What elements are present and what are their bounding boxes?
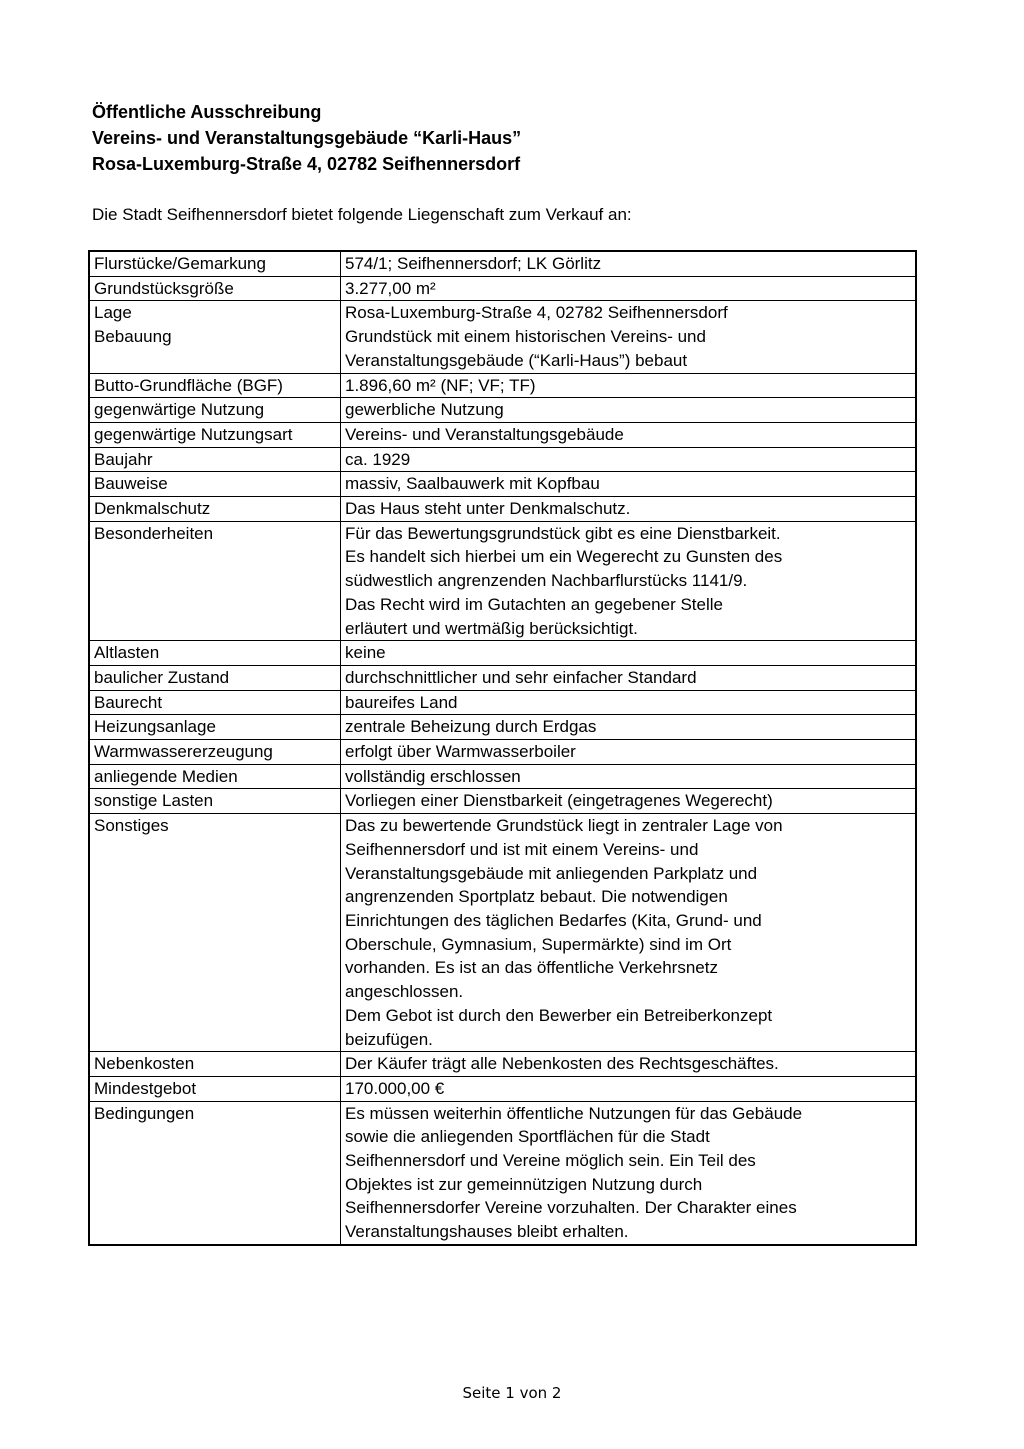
row-value: keine	[345, 643, 386, 663]
title-line: Vereins- und Veranstaltungsgebäude “Karli-Haus”	[92, 128, 522, 148]
row-value: 170.000,00 €	[345, 1078, 445, 1098]
row-value-cell	[341, 422, 917, 447]
table-row	[89, 276, 916, 301]
row-label: Sonstiges	[94, 816, 169, 836]
row-value: gewerbliche Nutzung	[345, 400, 504, 420]
row-label-cell	[89, 715, 341, 740]
row-label-cell	[89, 422, 341, 447]
row-label-cell	[89, 1052, 341, 1077]
table-row	[89, 641, 916, 666]
row-value: Veranstaltungsgebäude (“Karli-Haus”) bebaut	[345, 350, 688, 370]
row-label: Baurecht	[94, 692, 163, 712]
row-label: Flurstücke/Gemarkung	[94, 254, 266, 273]
row-value: massiv, Saalbauwerk mit Kopfbau	[345, 474, 600, 494]
row-value: sowie die anliegenden Sportflächen für die Stadt	[345, 1127, 710, 1147]
row-label-cell	[89, 251, 341, 276]
table-row	[89, 814, 916, 1052]
row-label: Bedingungen	[94, 1103, 195, 1123]
row-label: Heizungsanlage	[94, 717, 216, 737]
row-value: 3.277,00 m²	[345, 278, 436, 298]
row-value: Vorliegen einer Dienstbarkeit (eingetragenes Wegerecht)	[345, 791, 773, 811]
row-value: Das Haus steht unter Denkmalschutz.	[345, 499, 631, 519]
row-label-cell	[89, 373, 341, 398]
table-row	[89, 472, 916, 497]
row-label-cell	[89, 814, 341, 1052]
row-label-cell	[89, 690, 341, 715]
table-row	[89, 301, 916, 373]
row-label: Baujahr	[94, 449, 153, 469]
row-label-cell	[89, 398, 341, 423]
row-label: anliegende Medien	[94, 766, 238, 786]
row-label-cell	[89, 665, 341, 690]
row-label: Warmwassererzeugung	[94, 742, 273, 762]
row-value-cell	[341, 1076, 917, 1101]
row-label: Bebauung	[94, 327, 172, 347]
row-value: Oberschule, Gymnasium, Supermärkte) sind im Ort	[345, 934, 732, 954]
row-value: 574/1; Seifhennersdorf; LK Görlitz	[345, 254, 602, 273]
table-row	[89, 789, 916, 814]
row-value: Der Käufer trägt alle Nebenkosten des Rechtsgeschäftes.	[345, 1054, 779, 1074]
row-label: Altlasten	[94, 643, 160, 663]
row-label-cell	[89, 641, 341, 666]
row-label-cell	[89, 521, 341, 641]
row-label-cell	[89, 447, 341, 472]
table-row	[89, 251, 916, 276]
table-row	[89, 422, 916, 447]
table-row	[89, 1101, 916, 1245]
row-value: 1.896,60 m² (NF; VF; TF)	[345, 375, 536, 395]
row-value-cell	[341, 1052, 917, 1077]
row-label-cell	[89, 789, 341, 814]
title-line: Öffentliche Ausschreibung	[92, 102, 322, 122]
property-table	[88, 250, 917, 1246]
row-value: südwestlich angrenzenden Nachbarflurstücks 1141/9.	[345, 571, 748, 591]
row-value: Grundstück mit einem historischen Vereins- und	[345, 327, 706, 347]
row-value-cell	[341, 814, 917, 1052]
row-label: Bauweise	[94, 474, 168, 494]
row-value: erläutert und wertmäßig berücksichtigt.	[345, 618, 638, 638]
row-label-cell	[89, 740, 341, 765]
title-line: Rosa-Luxemburg-Straße 4, 02782 Seifhennersdorf	[92, 154, 521, 174]
row-value-cell	[341, 497, 917, 522]
row-value-cell	[341, 690, 917, 715]
row-value-cell	[341, 373, 917, 398]
row-value-cell	[341, 276, 917, 301]
row-value: Es handelt sich hierbei um ein Wegerecht zu Gunsten des	[345, 547, 783, 567]
table-row	[89, 497, 916, 522]
row-value: Objektes ist zur gemeinnützigen Nutzung durch	[345, 1174, 703, 1194]
row-label: gegenwärtige Nutzung	[94, 400, 265, 420]
row-value-cell	[341, 521, 917, 641]
row-value: Veranstaltungshauses bleibt erhalten.	[345, 1222, 629, 1242]
row-value-cell	[341, 764, 917, 789]
row-value: Seifhennersdorf und Vereine möglich sein. Ein Teil des	[345, 1151, 756, 1171]
row-value-cell	[341, 251, 917, 276]
row-label-cell	[89, 1101, 341, 1245]
row-value-cell	[341, 472, 917, 497]
row-value: beizufügen.	[345, 1029, 433, 1049]
table-row	[89, 740, 916, 765]
row-value-cell	[341, 398, 917, 423]
row-label-cell	[89, 764, 341, 789]
document-title	[92, 99, 521, 177]
row-value: Vereins- und Veranstaltungsgebäude	[345, 424, 624, 444]
row-value: angrenzenden Sportplatz bebaut. Die notwendigen	[345, 887, 728, 907]
row-label: Grundstücksgröße	[94, 278, 234, 298]
row-value: Dem Gebot ist durch den Bewerber ein Betreiberkonzept	[345, 1005, 773, 1025]
row-value-cell	[341, 715, 917, 740]
table-row	[89, 690, 916, 715]
row-label: Nebenkosten	[94, 1054, 195, 1074]
row-label: Lage	[94, 303, 132, 323]
row-label-cell	[89, 1076, 341, 1101]
row-label: Denkmalschutz	[94, 499, 211, 519]
row-value-cell	[341, 301, 917, 373]
row-value: vollständig erschlossen	[345, 766, 521, 786]
intro-text: Die Stadt Seifhennersdorf bietet folgende Liegenschaft zum Verkauf an:	[92, 205, 632, 224]
row-value: Einrichtungen des täglichen Bedarfes (Kita, Grund- und	[345, 910, 762, 930]
row-value-cell	[341, 447, 917, 472]
row-value: Das zu bewertende Grundstück liegt in zentraler Lage von	[345, 816, 783, 836]
row-value: vorhanden. Es ist an das öffentliche Verkehrsnetz	[345, 958, 718, 978]
row-value: Das Recht wird im Gutachten an gegebener Stelle	[345, 594, 723, 614]
row-label: Besonderheiten	[94, 523, 214, 543]
row-value: Seifhennersdorfer Vereine vorzuhalten. Der Charakter eines	[345, 1198, 797, 1218]
row-value-cell	[341, 641, 917, 666]
row-label: sonstige Lasten	[94, 791, 214, 811]
table-row	[89, 521, 916, 641]
row-label-cell	[89, 301, 341, 373]
row-value: baureifes Land	[345, 692, 458, 712]
row-value: Rosa-Luxemburg-Straße 4, 02782 Seifhennersdorf	[345, 303, 728, 323]
row-label-cell	[89, 472, 341, 497]
row-value: durchschnittlicher und sehr einfacher Standard	[345, 667, 697, 687]
row-value-cell	[341, 1101, 917, 1245]
row-value: Veranstaltungsgebäude mit anliegenden Parkplatz und	[345, 863, 758, 883]
table-row	[89, 1076, 916, 1101]
table-row	[89, 373, 916, 398]
table-row	[89, 715, 916, 740]
table-row	[89, 447, 916, 472]
row-value-cell	[341, 740, 917, 765]
row-label-cell	[89, 276, 341, 301]
row-value: Es müssen weiterhin öffentliche Nutzungen für das Gebäude	[345, 1103, 803, 1123]
row-value: Für das Bewertungsgrundstück gibt es eine Dienstbarkeit.	[345, 523, 781, 543]
row-label: gegenwärtige Nutzungsart	[94, 424, 293, 444]
row-label: baulicher Zustand	[94, 667, 230, 687]
row-value-cell	[341, 789, 917, 814]
property-table-body	[89, 251, 916, 1245]
row-value-cell	[341, 665, 917, 690]
row-label: Mindestgebot	[94, 1078, 197, 1098]
row-value: angeschlossen.	[345, 982, 464, 1002]
row-value: erfolgt über Warmwasserboiler	[345, 742, 576, 762]
row-value: Seifhennersdorf und ist mit einem Vereins- und	[345, 839, 699, 859]
row-value: zentrale Beheizung durch Erdgas	[345, 717, 597, 737]
page-number: Seite 1 von 2	[462, 1384, 562, 1402]
row-label-cell	[89, 497, 341, 522]
table-row	[89, 398, 916, 423]
table-row	[89, 764, 916, 789]
row-value: ca. 1929	[345, 449, 411, 469]
table-row	[89, 1052, 916, 1077]
table-row	[89, 665, 916, 690]
row-label: Butto-Grundfläche (BGF)	[94, 375, 283, 395]
